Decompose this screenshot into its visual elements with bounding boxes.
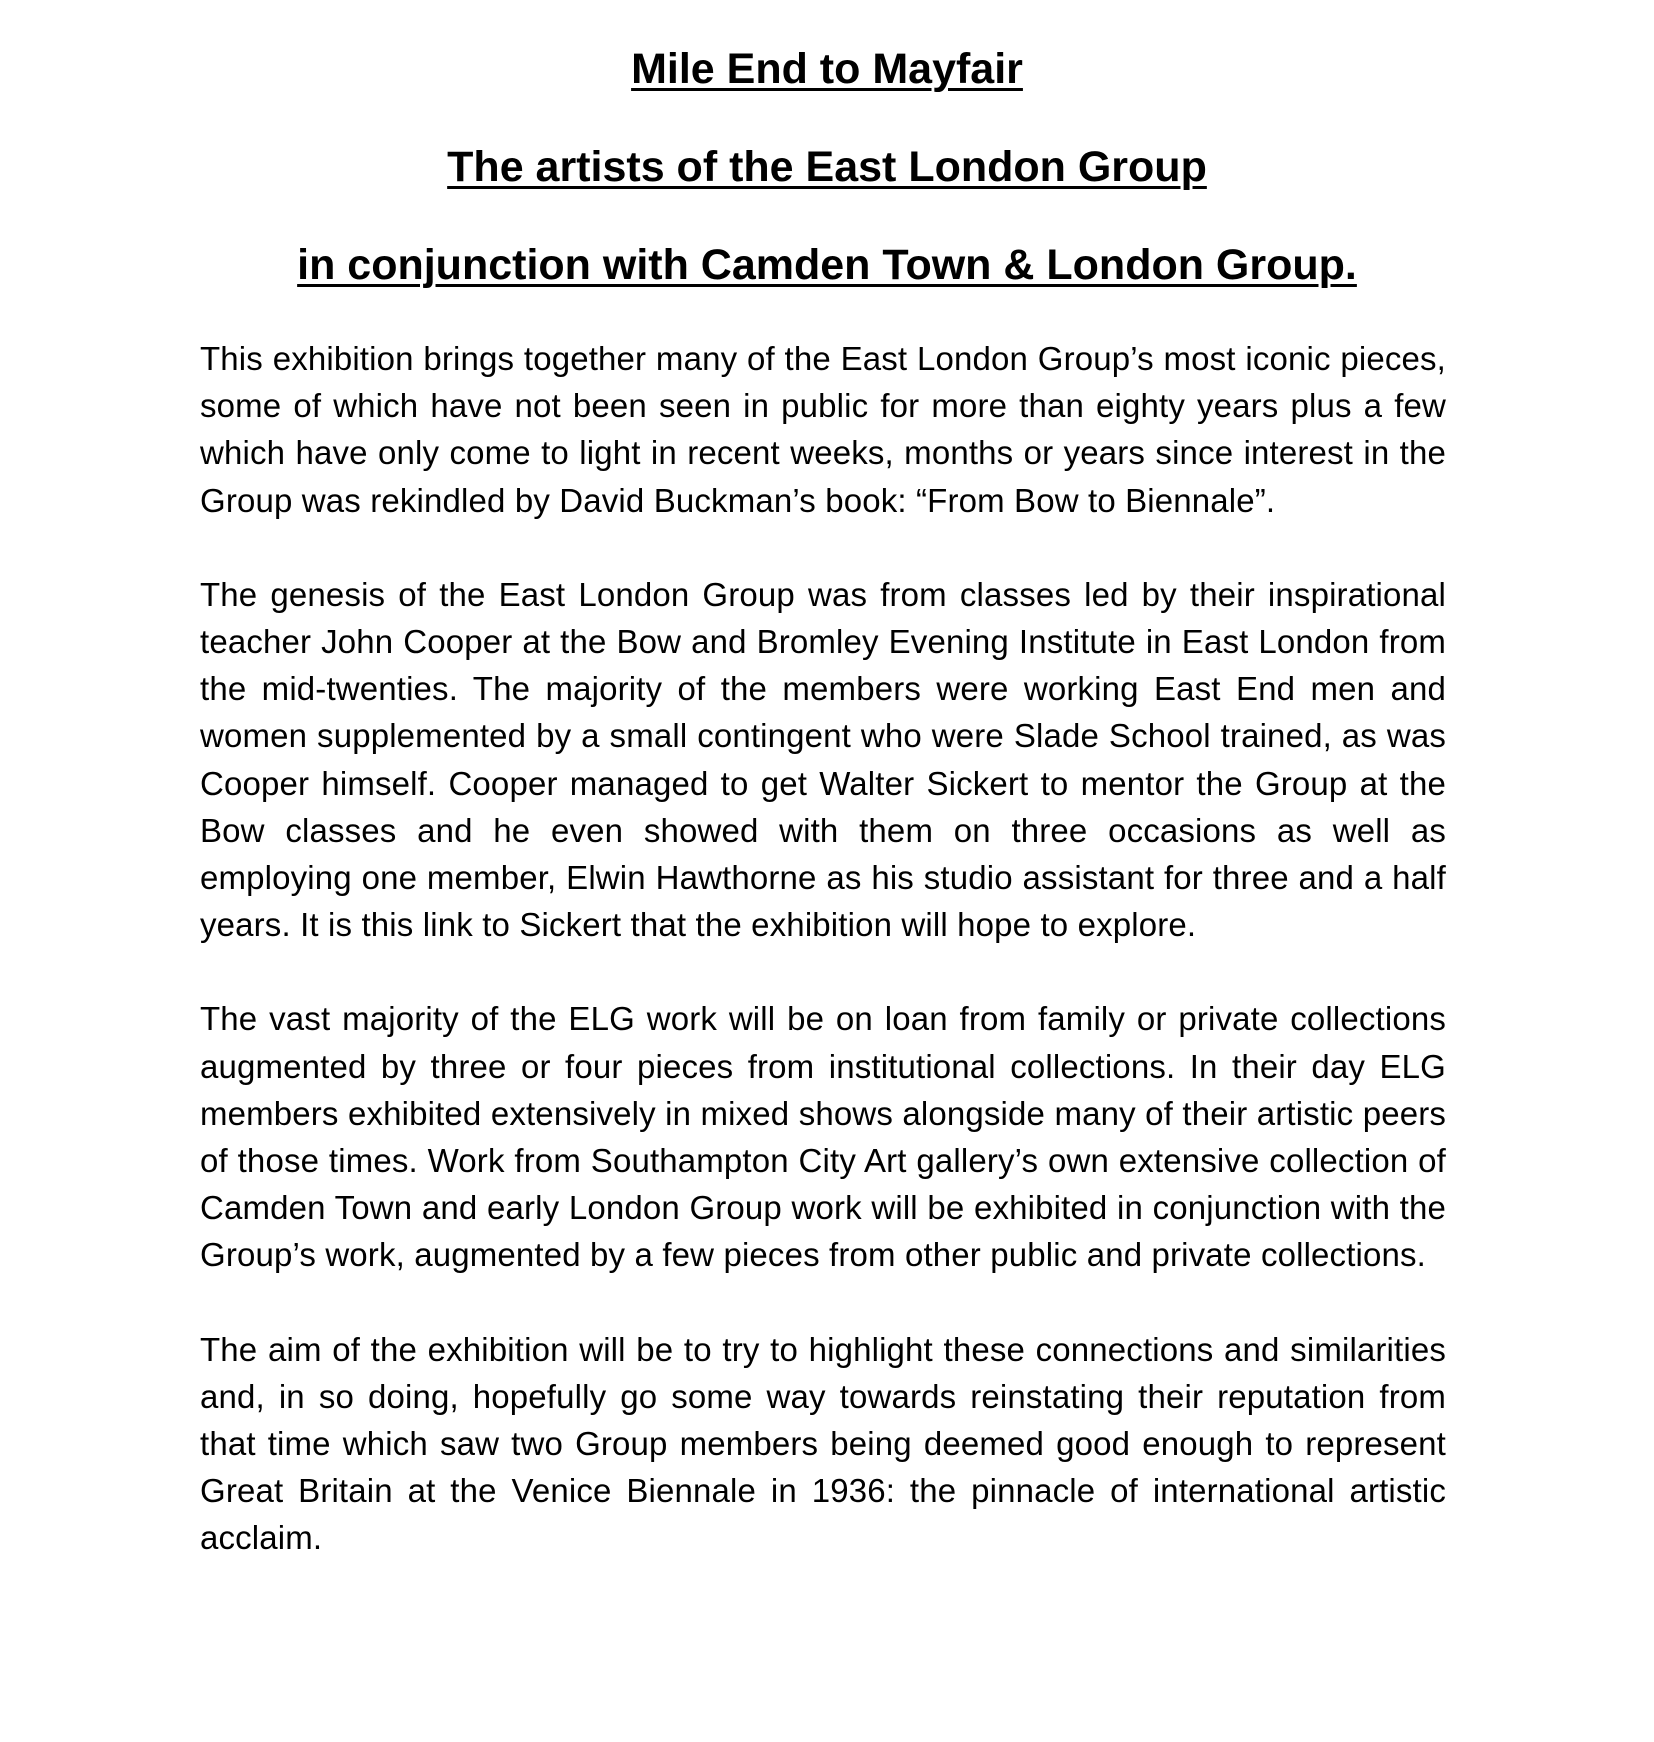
subtitle-continuation: in conjunction with Camden Town & London Group.: [297, 241, 1357, 289]
subtitle: The artists of the East London Group: [447, 143, 1207, 191]
paragraph-genesis: The genesis of the East London Group was from classes led by their inspirational teacher John Cooper at the Bow and Bromley Evening Institute in East London from the mid-twenties. The majority of the members were working East End men and women supplemented by a small contingent who were Slade School trained, as was Cooper himself. Cooper managed to get Walter Sickert to mentor the Group at the Bow classes and he even showed with them on three occasions as well as employing one member, Elwin Hawthorne as his studio assistant for three and a half years. It is this link to Sickert that the exhibition will hope to explore.: [200, 575, 1446, 944]
paragraph-intro: This exhibition brings together many of the East London Group’s most iconic pieces, some of which have not been seen in public for more than eighty years plus a few which have only come to light in recent weeks, months or years since interest in the Group was rekindled by David Buckman’s book: “From Bow to Biennale”.: [200, 340, 1446, 519]
paragraph-loans: The vast majority of the ELG work will be on loan from family or private collections augmented by three or four pieces from institutional collections. In their day ELG members exhibited extensively in mixed shows alongside many of their artistic peers of those times. Work from Southampton City Art gallery’s own extensive collection of Camden Town and early London Group work will be exhibited in conjunction with the Group’s work, augmented by a few pieces from other public and private collections.: [200, 1000, 1446, 1274]
body-text: [200, 335, 1446, 1562]
title-block: [0, 44, 1654, 290]
paragraph-aim: The aim of the exhibition will be to try to highlight these connections and similarities and, in so doing, hopefully go some way towards reinstating their reputation from that time which saw two Group members being deemed good enough to represent Great Britain at the Venice Biennale in 1936: the pinnacle of international artistic acclaim.: [200, 1330, 1446, 1557]
main-title: Mile End to Mayfair: [631, 45, 1023, 93]
